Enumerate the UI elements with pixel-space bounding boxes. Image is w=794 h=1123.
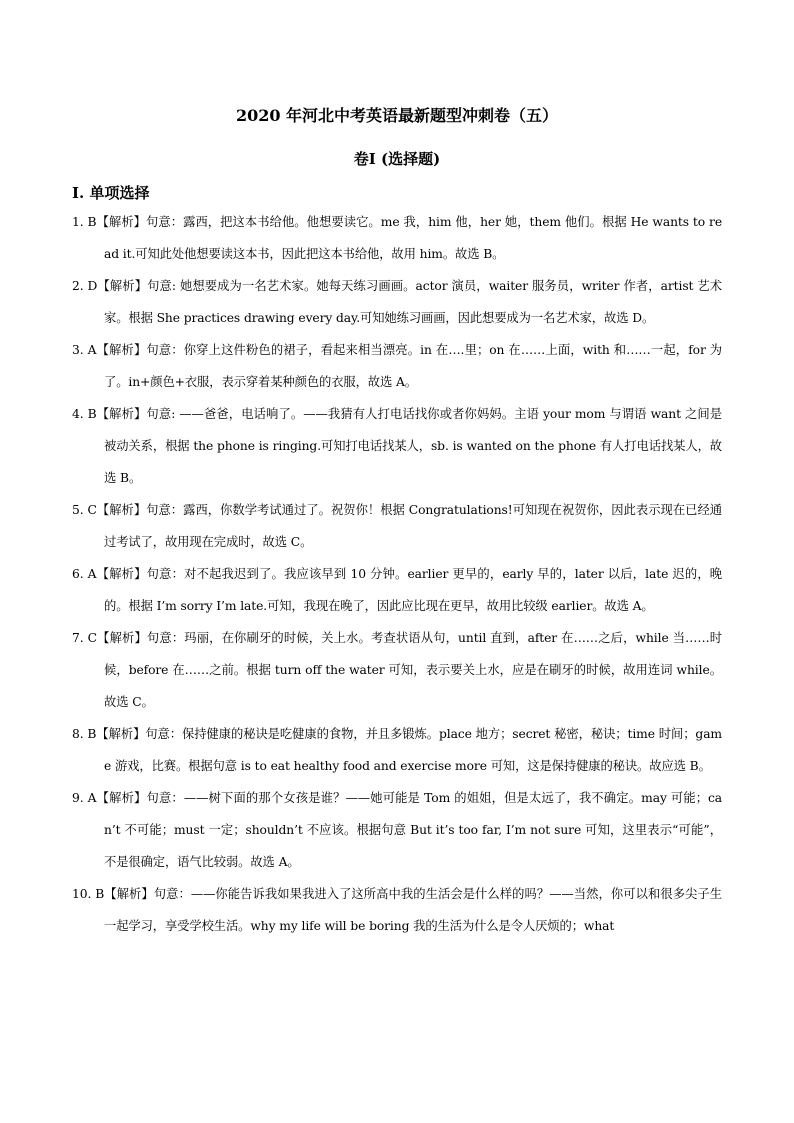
section-heading: I. 单项选择	[72, 184, 150, 202]
answer-number: 8.	[72, 727, 88, 741]
answer-text: A【解析】句意：——树下面的那个女孩是谁？——她可能是 Tom 的姐姐，但是太远了，我不确定。may 可能；can’t 不可能；must 一定；shouldn’t 不应该。根据句意 But it’s too far, I’m not sure 可知，这里表示“可能”，不是很确定，语气比较弱。故选 A。	[87, 791, 722, 869]
answer-text: A【解析】句意：对不起我迟到了。我应该早到 10 分钟。earlier 更早的，early 早的，later 以后，late 迟的，晚的。根据 I’m sorry I’m late.可知，我现在晚了，因此应比现在更早，故用比较级 earlier。故选 A。	[87, 567, 722, 613]
answer-text: B【解析】句意：露西，把这本书给他。他想要读它。me 我，him 他，her 她，them 他们。根据 He wants to read it.可知此处他想要读这本书，因此把这本书给他，故用 him。故选 B。	[87, 215, 722, 261]
answer-item	[72, 206, 722, 270]
answer-item	[72, 558, 722, 622]
answer-text: B【解析】句意: ——爸爸，电话响了。——我猜有人打电话找你或者你妈妈。主语 your mom 与谓语 want 之间是被动关系，根据 the phone is ringing.可知打电话找某人，sb. is wanted on the phone 有人打电话找某人，故选 B。	[87, 407, 723, 485]
answer-number: 6.	[72, 567, 88, 581]
answer-number: 5.	[72, 503, 88, 517]
answer-number: 2.	[72, 279, 88, 293]
answer-item	[72, 334, 722, 398]
answer-number: 10.	[72, 887, 96, 901]
answer-item	[72, 718, 722, 782]
document-title: 2020 年河北中考英语最新题型冲刺卷（五）	[235, 106, 559, 125]
answer-text: C【解析】句意：露西，你数学考试通过了。祝贺你！根据 Congratulations!可知现在祝贺你，因此表示现在已经通过考试了，故用现在完成时，故选 C。	[87, 503, 722, 549]
answer-number: 3.	[72, 343, 88, 357]
answer-item	[72, 398, 722, 494]
answer-number: 4.	[72, 407, 88, 421]
answer-item	[72, 878, 722, 942]
answer-item	[72, 622, 722, 718]
document-subtitle: 卷I (选择题)	[353, 150, 441, 168]
answer-text: B【解析】句意：保持健康的秘诀是吃健康的食物，并且多锻炼。place 地方；secret 秘密，秘诀；time 时间；game 游戏，比赛。根据句意 is to eat healthy food and exercise more 可知，这是保持健康的秘诀。故应选 B。	[87, 727, 722, 773]
answer-number: 7.	[72, 631, 88, 645]
answer-number: 9.	[72, 791, 88, 805]
answer-list	[72, 206, 722, 942]
answer-text: A【解析】句意：你穿上这件粉色的裙子，看起来相当漂亮。in 在….里；on 在……上面，with 和……一起，for 为了。in+颜色+衣服，表示穿着某种颜色的衣服，故选 A。	[87, 343, 722, 389]
answer-text: D【解析】句意: 她想要成为一名艺术家。她每天练习画画。actor 演员，waiter 服务员，writer 作者，artist 艺术家。根据 She practices drawing every day.可知她练习画画，因此想要成为一名艺术家，故选 D。	[87, 279, 722, 325]
answer-item	[72, 782, 722, 878]
answer-item	[72, 494, 722, 558]
answer-item	[72, 270, 722, 334]
answer-text: C【解析】句意：玛丽，在你刷牙的时候，关上水。考查状语从句，until 直到，after 在……之后，while 当……时候，before 在……之前。根据 turn off the water 可知，表示要关上水，应是在刷牙的时候，故用连词 while。故选 C。	[87, 631, 722, 709]
answer-text: B【解析】句意：——你能告诉我如果我进入了这所高中我的生活会是什么样的吗？——当然，你可以和很多尖子生一起学习，享受学校生活。why my life will be boring 我的生活为什么是令人厌烦的；what	[95, 887, 722, 933]
answer-number: 1.	[72, 215, 88, 229]
